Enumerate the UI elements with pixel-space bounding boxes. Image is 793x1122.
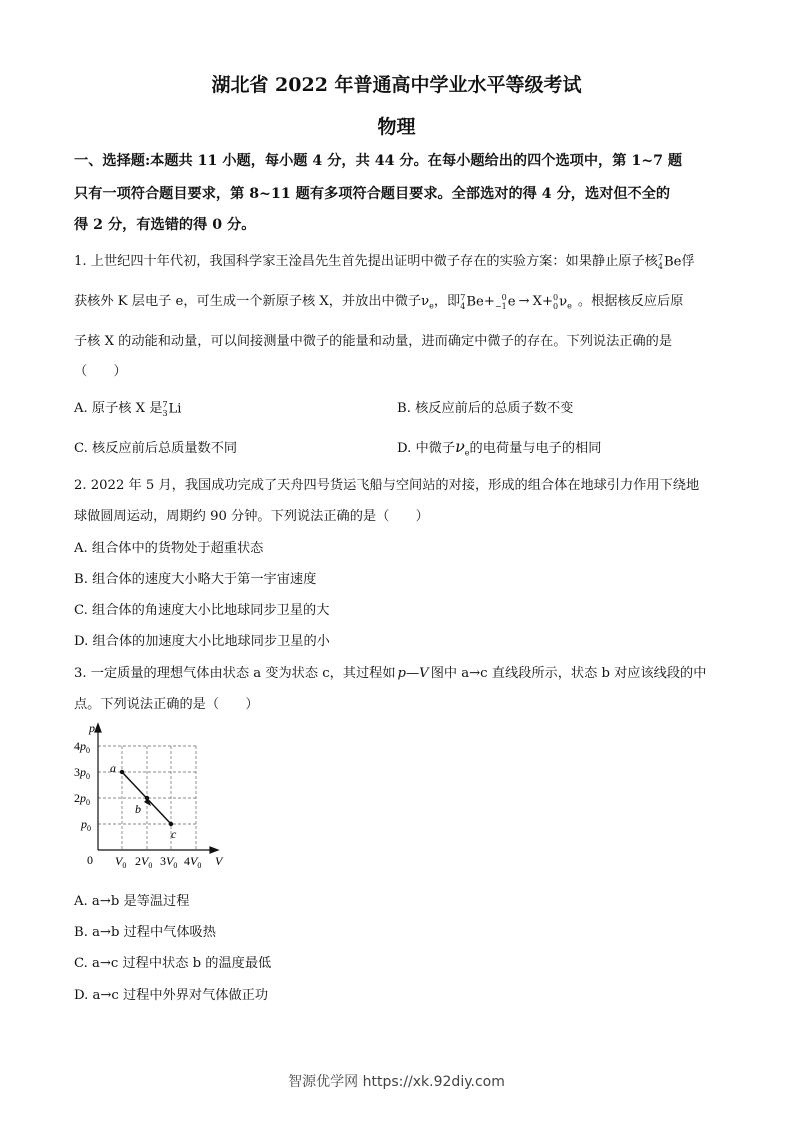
svg-text:2V0	[135, 854, 152, 870]
svg-text:p0	[80, 817, 91, 833]
subject-title: 物理	[377, 116, 416, 138]
x-tick-2v0: 2	[135, 854, 141, 868]
y-tick-3p0-sub: 0	[86, 772, 90, 781]
svg-text:4p0	[74, 739, 90, 755]
q3-option-c[interactable]: C. a→c 过程中状态 b 的温度最低	[74, 956, 272, 971]
q1-text-3: ，即	[433, 294, 461, 309]
q1-option-d-text-2: 的电荷量与电子的相同	[469, 441, 602, 456]
point-c-marker	[169, 822, 173, 826]
q1-text-end: 俘	[681, 254, 695, 269]
question-3-line-2: 点。下列说法正确的是（ ）	[74, 697, 259, 712]
y-tick-p0-sub: 0	[87, 824, 91, 833]
li-charge: 3	[162, 408, 168, 418]
point-b-marker	[145, 796, 149, 800]
y-tick-2p0: 2	[74, 791, 80, 805]
q2-option-c[interactable]: C. 组合体的角速度大小比地球同步卫星的大	[74, 603, 330, 618]
question-2-line-1: 2. 2022 年 5 月，我国成功完成了天舟四号货运飞船与空间站的对接，形成的组合体在地球引力作用下绕地	[74, 478, 700, 493]
li-symbol: Li	[168, 401, 182, 416]
question-1-line-1	[74, 250, 695, 271]
nu-subscript: e	[429, 301, 434, 311]
point-a-label: a	[110, 761, 116, 775]
q1-text-2: 获核外 K 层电子 e，可生成一个新原子核 X，并放出中微子ν	[74, 294, 430, 309]
nu-charge: 0	[553, 301, 559, 311]
nuclide-be	[658, 253, 682, 271]
svg-text:3p0	[74, 765, 90, 781]
q1-option-a-text: A. 原子核 X 是	[74, 401, 163, 416]
q3-option-d[interactable]: D. a→c 过程中外界对气体做正功	[74, 988, 269, 1003]
x-tick-2v0-unit: V	[141, 854, 149, 868]
be-mass-number: 7	[657, 252, 663, 262]
e-symbol: e	[507, 294, 516, 309]
q3-pv-label: p—V	[397, 666, 429, 681]
nu-symbol: ν	[559, 294, 568, 309]
q1-option-b[interactable]: B. 核反应前后的总质子数不变	[397, 401, 574, 416]
x-tick-2v0-sub: 0	[148, 861, 153, 870]
page-title: 湖北省 2022 年普通高中学业水平等级考试	[211, 74, 582, 96]
y-tick-2p0-unit: p	[80, 791, 86, 805]
x-tick-4v0-unit: V	[190, 854, 198, 868]
q1-option-d-text: D. 中微子	[397, 441, 456, 456]
be-symbol: Be	[663, 254, 682, 269]
q1-option-c[interactable]: C. 核反应前后总质量数不同	[74, 441, 238, 456]
q3-option-b[interactable]: B. a→b 过程中气体吸热	[74, 925, 216, 940]
x-tick-3v0-unit: V	[166, 854, 174, 868]
y-tick-3p0-unit: p	[80, 765, 86, 779]
y-tick-4p0: 4	[74, 739, 80, 753]
question-1-line-2: 获核外 K 层电子 e，可生成一个新原子核 X，并放出中微子$\nu_e$，即 7 4 Be+ 0 −1 e → X+ 0 0 $\nu_e$ 。根据核反应后原	[74, 292, 684, 311]
point-a-marker	[120, 770, 124, 774]
be-eq-charge: 4	[460, 301, 466, 311]
svg-text:4V0	[184, 854, 201, 870]
origin-label: 0	[87, 853, 93, 867]
e-charge: −1	[494, 301, 507, 311]
be-eq-mass: 7	[460, 292, 466, 302]
question-1-paren: （ ）	[74, 364, 127, 379]
y-tick-3p0: 3	[74, 765, 80, 779]
x-tick-v0-unit: V	[115, 854, 123, 868]
p-axis-label: p	[89, 722, 95, 735]
q2-option-a[interactable]: A. 组合体中的货物处于超重状态	[74, 541, 264, 556]
q3-option-a[interactable]: A. a→b 是等温过程	[74, 894, 190, 909]
y-tick-2p0-sub: 0	[86, 798, 90, 807]
q1-text-4: 。根据核反应后原	[577, 294, 684, 309]
li-mass: 7	[162, 399, 168, 409]
y-tick-p0-unit: p	[81, 817, 87, 831]
section-instructions-line-3: 得 2 分，有选错的得 0 分。	[74, 217, 256, 233]
e-mass: 0	[501, 292, 507, 302]
q3-text-2: 图中 a→c 直线段所示，状态 b 对应该线段的中	[430, 666, 707, 681]
be-eq-symbol: Be	[466, 294, 484, 309]
electron-eq	[495, 293, 516, 311]
neutrino-eq	[553, 293, 567, 311]
question-2-line-2: 球做圆周运动，周期约 90 分钟。下列说法正确的是（ ）	[74, 509, 429, 524]
v-axis-label: V	[215, 854, 223, 868]
y-tick-labels	[74, 739, 91, 833]
x-tick-4v0-sub: 0	[197, 861, 202, 870]
nu-mass: 0	[553, 292, 559, 302]
x-tick-3v0-sub: 0	[173, 861, 178, 870]
pv-axes	[95, 724, 218, 853]
x-tick-v0-sub: 0	[122, 861, 127, 870]
q1-option-d-sub: e	[464, 448, 470, 458]
q1-option-d-nu: ν	[455, 437, 465, 456]
point-b-label: b	[135, 802, 141, 816]
footer-watermark: 智源优学网 https://xk.92diy.com	[288, 1074, 505, 1090]
section-instructions-line-1: 一、选择题:本题共 11 小题，每小题 4 分，共 44 分。在每小题给出的四个选项中，第 1~7 题	[74, 153, 683, 169]
q3-text: 3. 一定质量的理想气体由状态 a 变为状态 c，其过程如	[74, 666, 396, 681]
x-symbol: X+	[532, 294, 554, 309]
point-c-label: c	[171, 827, 177, 841]
q1-option-a[interactable]	[74, 397, 182, 418]
svg-text:3V0	[160, 854, 177, 870]
pv-diagram	[74, 722, 234, 874]
question-1-line-3: 子核 X 的动能和动量，可以间接测量中微子的能量和动量，进而确定中微子的存在。下列说法正确的是	[74, 334, 673, 349]
section-instructions-line-2: 只有一项符合题目要求，第 8~11 题有多项符合题目要求。全部选对的得 4 分，选对但不全的	[74, 186, 671, 202]
q2-option-d[interactable]: D. 组合体的加速度大小比地球同步卫星的小	[74, 634, 330, 649]
nu-eq-subscript: e	[567, 301, 572, 311]
y-tick-4p0-sub: 0	[86, 746, 90, 755]
x-tick-4v0: 4	[184, 854, 190, 868]
q1-text: 1. 上世纪四十年代初，我国科学家王淦昌先生首先提出证明中微子存在的实验方案：如果静止原子核	[74, 254, 658, 269]
svg-text:V0	[115, 854, 126, 870]
svg-text:2p0	[74, 791, 90, 807]
nuclide-be-eq	[460, 293, 484, 311]
reaction-arrow: →	[518, 294, 530, 309]
x-tick-labels	[115, 854, 201, 870]
y-tick-4p0-unit: p	[80, 739, 86, 753]
question-3-line-1	[74, 662, 706, 681]
q2-option-b[interactable]: B. 组合体的速度大小略大于第一宇宙速度	[74, 572, 317, 587]
x-tick-3v0: 3	[160, 854, 166, 868]
q1-option-d[interactable]	[397, 437, 601, 458]
nuclide-li	[162, 400, 181, 418]
be-charge-number: 4	[657, 261, 663, 271]
